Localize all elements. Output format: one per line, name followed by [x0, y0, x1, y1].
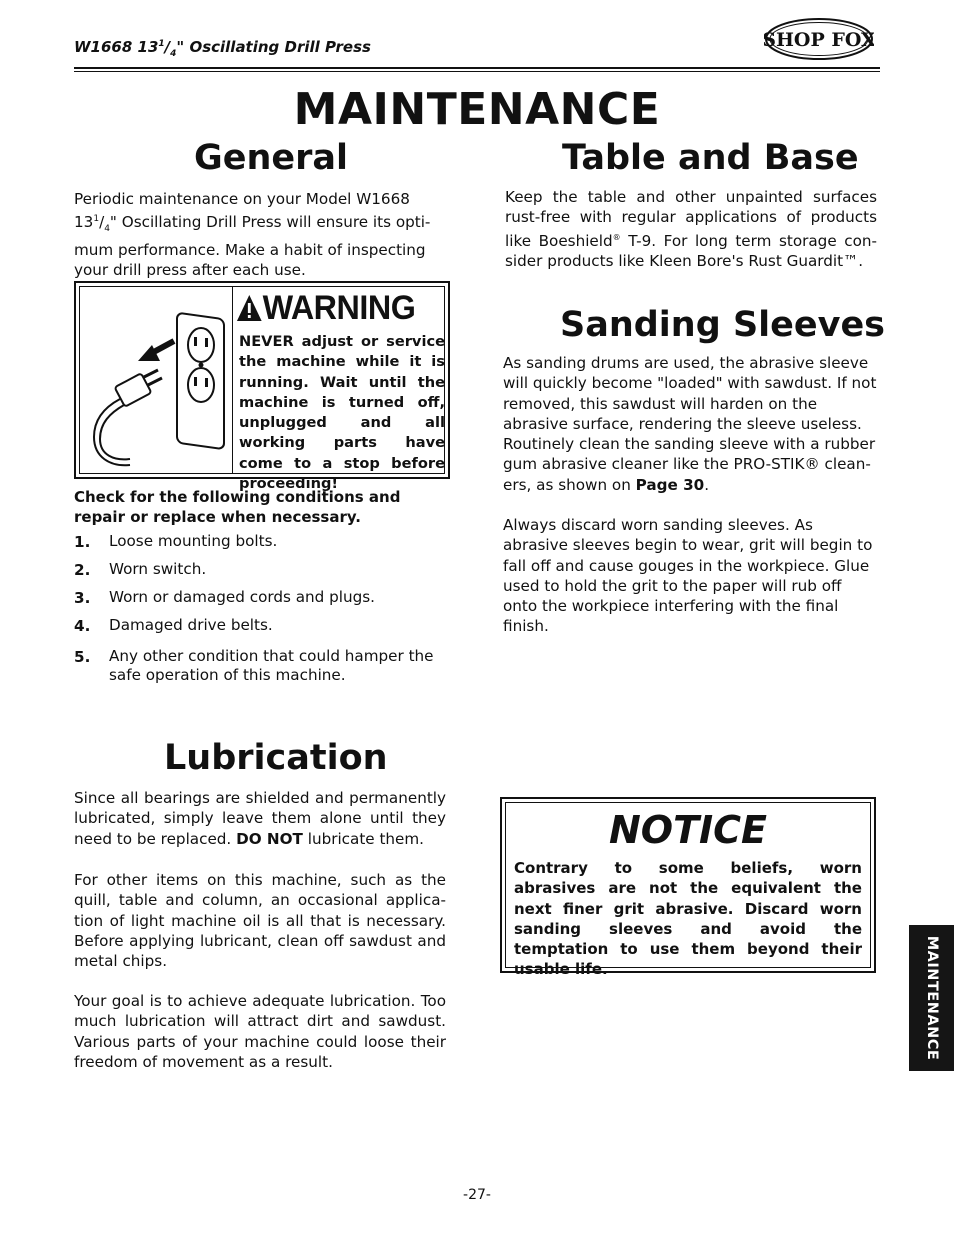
general-heading: General: [194, 138, 348, 178]
list-item: Damaged drive belts.: [109, 616, 273, 634]
lubrication-para-1: Since all bearings are shielded and permanently lubricated, simply leave them alone until they need to be replaced. DO NOT lubricate them.: [74, 789, 446, 848]
lubrication-para-2: For other items on this machine, such as the quill, table and column, an occasional applica-tion of light machine oil is all that is necessary. Before applying lubricant, clean off sawdust and metal chips.: [74, 871, 446, 971]
lubrication-heading: Lubrication: [164, 738, 388, 778]
list-item-number: 5.: [74, 648, 91, 666]
general-intro: Periodic maintenance on your Model W1668 $13^1/_4$" Oscillating Drill Press will ensure its opti- mum performance. Make a habit of inspecting your drill press after each use.: [74, 190, 431, 279]
header-model-title: W1668 $13^1/_4$" Oscillating Drill Press: [74, 38, 371, 59]
header-rule-thin: [74, 71, 880, 72]
header-rule: [74, 67, 880, 69]
checklist-heading: Check for the following conditions and repair or replace when necessary.: [74, 488, 401, 526]
warning-divider: [232, 287, 233, 473]
shop-fox-logo: [764, 17, 874, 61]
warning-triangle-icon: [236, 294, 263, 322]
table-base-text: Keep the table and other unpainted surfaces rust-free with regular applications of products like Boeshield® T-9. For long term storage con-sider products like Kleen Bore's Rust Guardit™.: [505, 188, 877, 270]
unplug-cord-icon: [80, 287, 232, 473]
list-item: Worn or damaged cords and plugs.: [109, 588, 375, 606]
list-item: Loose mounting bolts.: [109, 532, 278, 550]
page-title: MAINTENANCE: [293, 84, 661, 135]
logo-text: SHOP FOX: [764, 29, 874, 51]
list-item-number: 4.: [74, 617, 91, 635]
sanding-para-1: As sanding drums are used, the abrasive sleeve will quickly become "loaded" with sawdust. If not removed, this sawdust will harden on the abrasive surface, rendering the sleeve useless. Routinely clean the sanding sleeve with a rubber gum abrasive cleaner like the PRO-STIK® clean-ers, as shown on Page 30.: [503, 354, 877, 494]
page-number: -27-: [463, 1187, 491, 1203]
list-item: Any other condition that could hamper the safe operation of this machine.: [109, 647, 434, 684]
list-item-number: 3.: [74, 589, 91, 607]
sanding-para-2: Always discard worn sanding sleeves. As abrasive sleeves begin to wear, grit will begin to fall off and cause gouges in the workpiece. Glue used to hold the grit to the paper will rub off onto the workpiece interfering with the final finish.: [503, 516, 873, 636]
notice-text: Contrary to some beliefs, worn abrasives are not the equivalent the next finer grit abrasive. Discard worn sanding sleeves and avoid the temptation to use them beyond their usable life.: [514, 859, 862, 979]
side-tab-label: MAINTENANCE: [923, 935, 940, 1061]
warning-text: NEVER adjust or service the machine while it is running. Wait until the machine is turned off, unplugged and all working parts have come to a stop before proceeding!: [239, 333, 445, 493]
notice-box: [500, 797, 876, 979]
list-item-number: 2.: [74, 561, 91, 579]
list-item: Worn switch.: [109, 560, 207, 578]
warning-box: [74, 281, 450, 493]
sanding-sleeves-heading: Sanding Sleeves: [560, 305, 886, 345]
warning-title: WARNING: [236, 289, 415, 328]
notice-title: NOTICE: [608, 808, 767, 852]
lubrication-para-3: Your goal is to achieve adequate lubrication. Too much lubrication will attract dirt and sawdust. Various parts of your machine could loose their freedom of movement as a result.: [74, 992, 446, 1071]
section-side-tab: [909, 925, 954, 1071]
table-base-heading: Table and Base: [562, 138, 859, 178]
list-item-number: 1.: [74, 533, 91, 551]
